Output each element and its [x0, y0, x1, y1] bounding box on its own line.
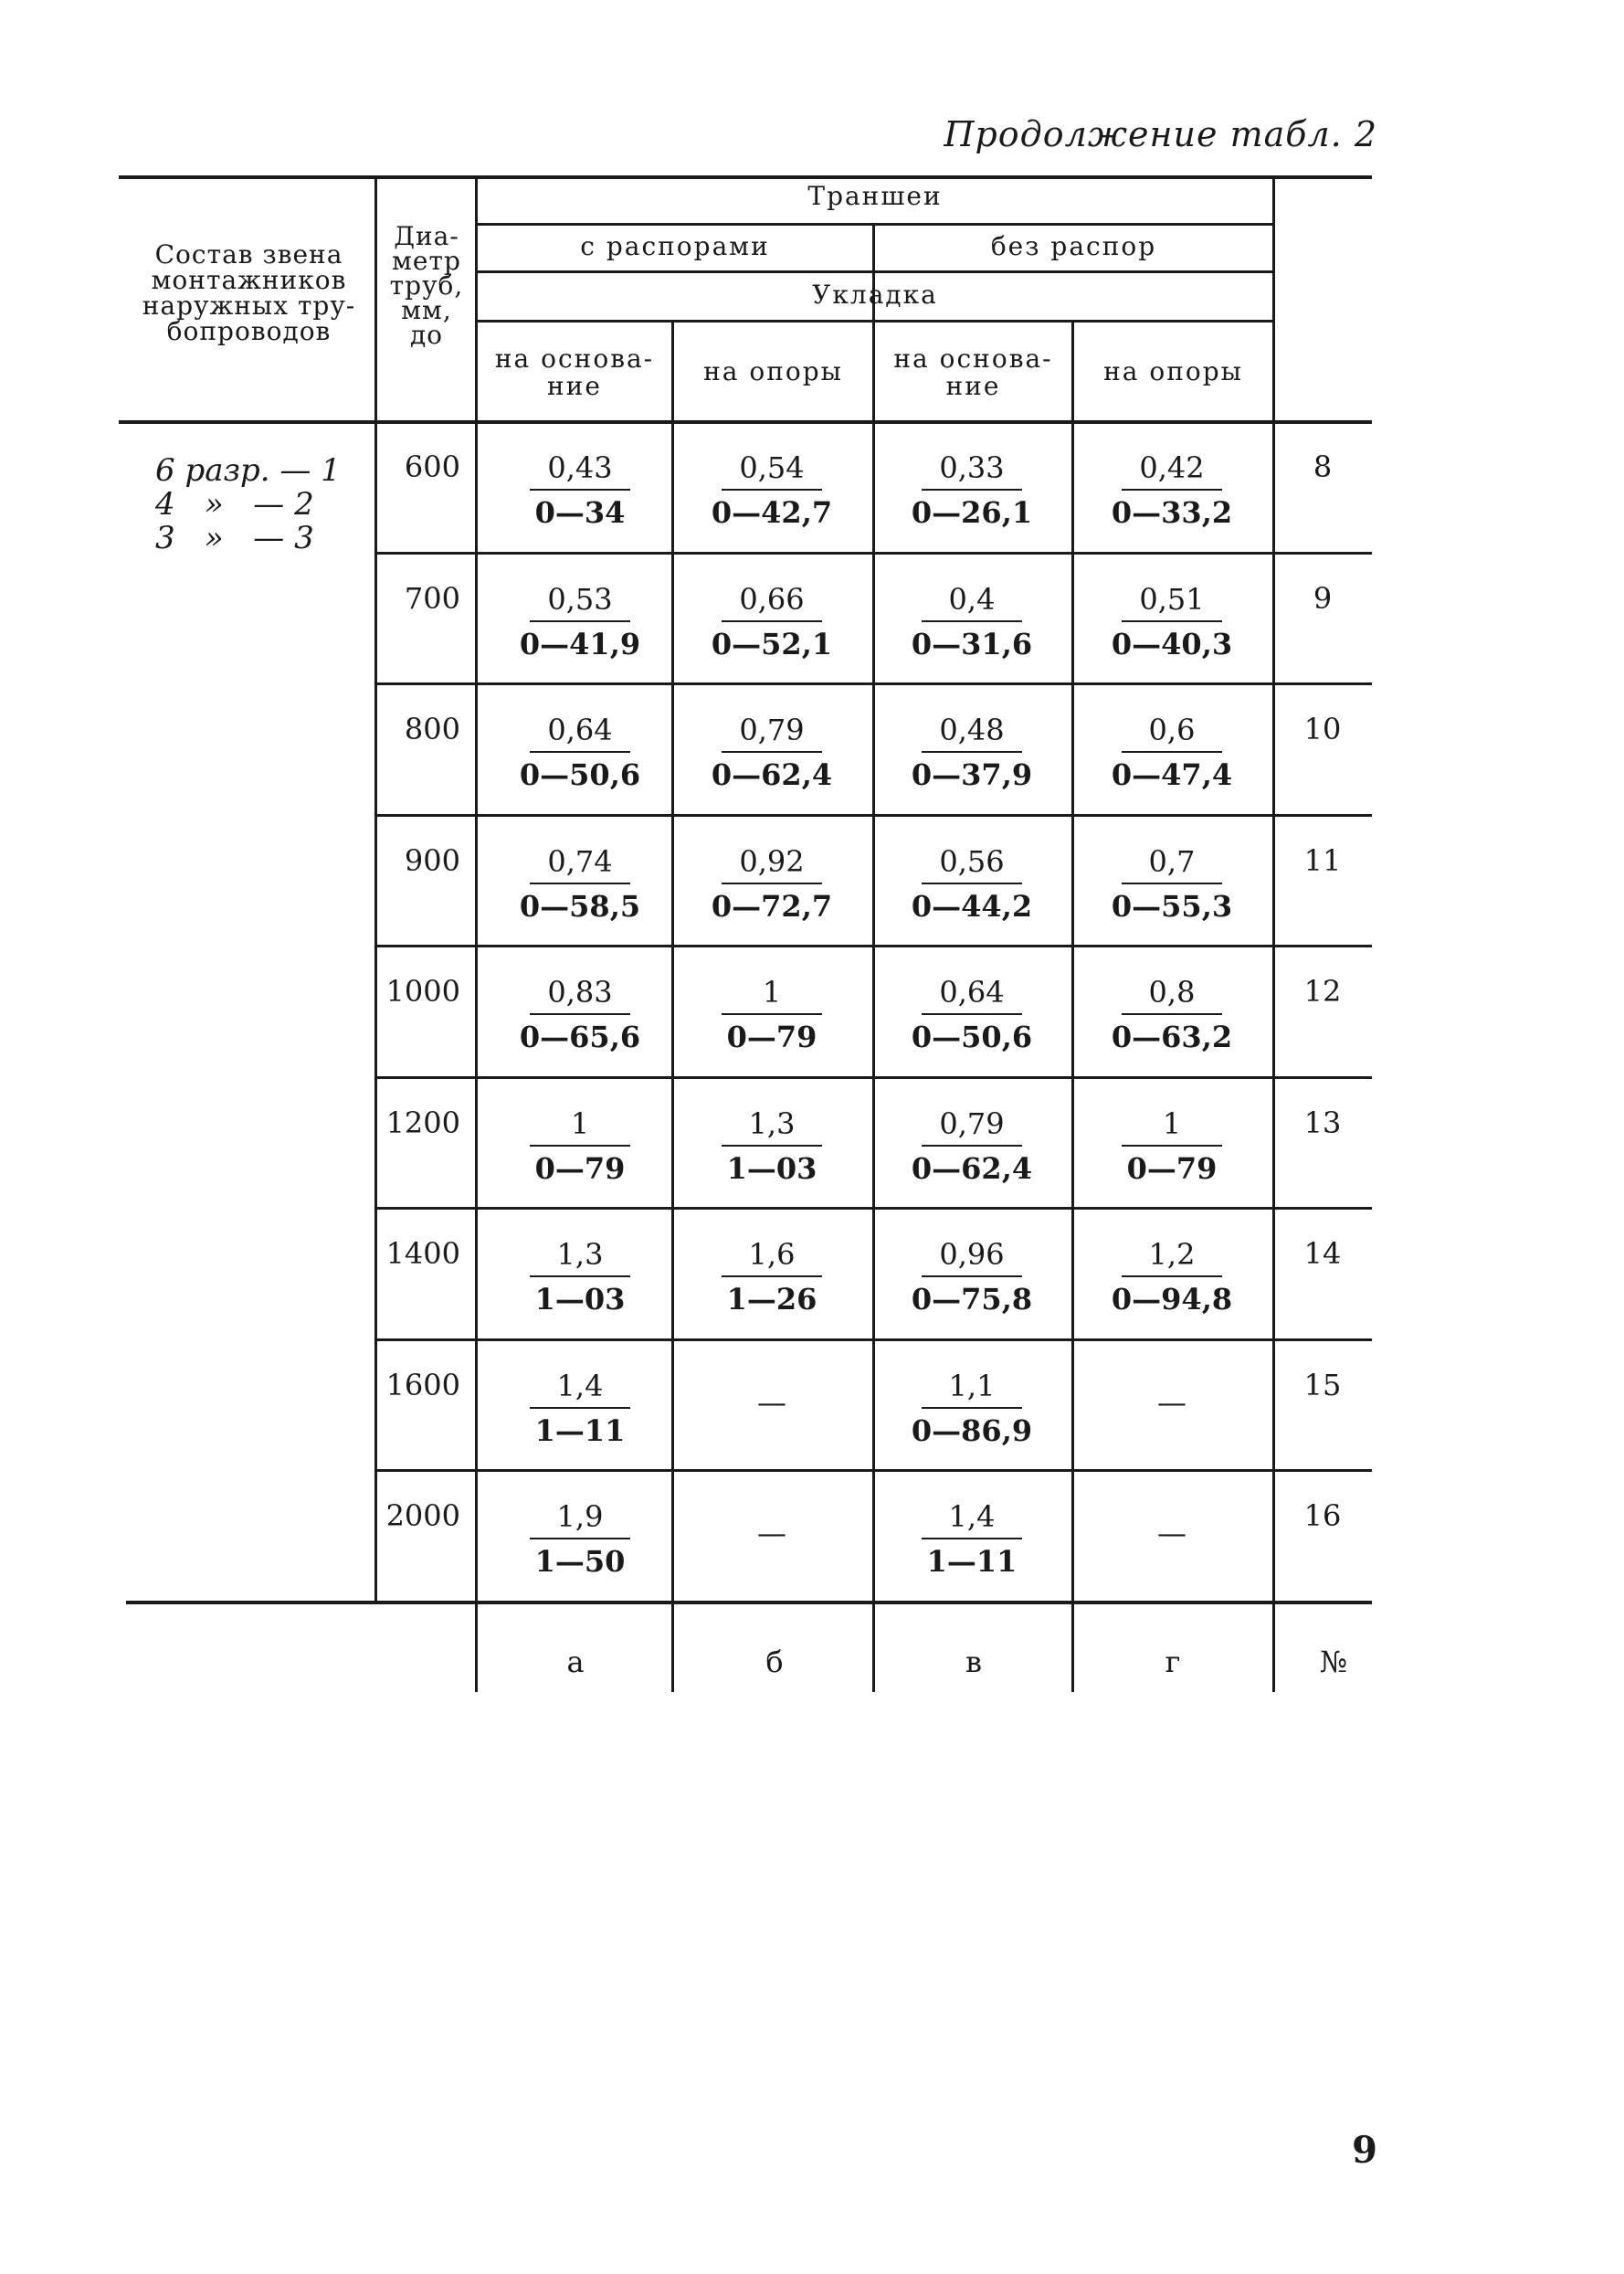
- numerator: 0,79: [739, 713, 805, 747]
- value-cell-a: [489, 1236, 671, 1317]
- numerator: 0,79: [939, 1105, 1005, 1141]
- numerator: 0,4: [948, 581, 996, 617]
- fraction-bar: [722, 1013, 822, 1015]
- denominator: 0—63,2: [1111, 1020, 1233, 1054]
- denominator: 0—62,4: [711, 757, 833, 792]
- numerator: 0,51: [1139, 581, 1205, 617]
- row-number: 11: [1303, 842, 1342, 878]
- denominator: 1—11: [534, 1412, 626, 1448]
- dash-value: —: [1157, 1384, 1186, 1420]
- fraction-bar: [722, 883, 822, 884]
- numerator: 1,3: [748, 1105, 796, 1141]
- denominator: 0—55,3: [1111, 888, 1233, 924]
- diameter-cell: 1400: [385, 1236, 460, 1271]
- denominator: 0—94,8: [1111, 1282, 1233, 1317]
- value-cell-b: [680, 1236, 863, 1317]
- value-cell-a: [489, 450, 671, 531]
- fraction-bar: [1122, 1145, 1222, 1147]
- crew-header: Состав звена монтажников наружных тру- бопроводов: [142, 239, 356, 346]
- fraction-bar: [722, 620, 822, 622]
- on-supports-header-g: на опоры: [1103, 356, 1243, 386]
- without-struts-header: без распор: [990, 231, 1157, 261]
- denominator: 0—52,1: [711, 626, 833, 661]
- diameter-header: Диа- метр труб, мм, до: [389, 221, 464, 350]
- dash-value: —: [1157, 1516, 1186, 1550]
- denominator: 0—75,8: [911, 1282, 1033, 1317]
- value-cell-g: [1081, 974, 1263, 1055]
- on-base-header-a: на основа- ние: [494, 344, 655, 401]
- diameter-cell: 800: [404, 712, 460, 746]
- denominator: 0—33,2: [1111, 495, 1233, 530]
- col-divider-no: [1272, 175, 1275, 1692]
- diameter-cell: 700: [404, 580, 460, 616]
- denominator: 0—40,3: [1111, 626, 1233, 661]
- value-cell-a: [489, 712, 671, 793]
- fraction-bar: [722, 489, 822, 491]
- value-cell-b: [680, 1384, 863, 1421]
- row-number: 9: [1313, 580, 1333, 616]
- fraction-bar: [530, 489, 630, 491]
- diameter-cell: 1600: [385, 1367, 460, 1402]
- value-cell-g: [1081, 1236, 1263, 1317]
- fraction-bar: [530, 1275, 630, 1277]
- numerator: 0,92: [739, 843, 805, 879]
- value-cell-v: [881, 1498, 1063, 1580]
- denominator: 0—65,6: [519, 1020, 641, 1054]
- denominator: 0—79: [534, 1150, 626, 1186]
- value-cell-v: [881, 712, 1063, 793]
- fraction-bar: [922, 751, 1022, 753]
- fraction-bar: [1122, 1275, 1222, 1277]
- denominator: 0—79: [726, 1020, 817, 1054]
- row-number: 8: [1313, 450, 1333, 484]
- fraction-bar: [530, 1145, 630, 1147]
- denominator: 1—03: [726, 1150, 817, 1186]
- numerator: 0,6: [1148, 713, 1196, 747]
- value-cell-v: [881, 1236, 1063, 1317]
- table-bottom-rule: [126, 1601, 1372, 1604]
- row-number: 15: [1303, 1367, 1342, 1402]
- value-cell-b: [680, 450, 863, 531]
- row-number: 16: [1303, 1498, 1342, 1533]
- value-cell-g: [1081, 581, 1263, 662]
- on-base-header-v: на основа- ние: [893, 344, 1053, 401]
- fraction-bar: [530, 883, 630, 884]
- fraction-bar: [1122, 1013, 1222, 1015]
- value-cell-v: [881, 843, 1063, 925]
- numerator: 1: [1162, 1105, 1182, 1141]
- numerator: 0,7: [1148, 843, 1196, 879]
- table-caption: Продолжение табл. 2: [944, 114, 1377, 154]
- col-divider-diameter: [475, 175, 478, 1692]
- value-cell-g: [1081, 1384, 1263, 1421]
- diameter-cell: 900: [404, 842, 460, 878]
- denominator: 0—37,9: [911, 757, 1033, 792]
- value-cell-a: [489, 843, 671, 925]
- fraction-bar: [722, 1275, 822, 1277]
- value-cell-a: [489, 1498, 671, 1580]
- numerator: 1,9: [556, 1499, 604, 1534]
- fraction-bar: [922, 620, 1022, 622]
- fraction-bar: [722, 1145, 822, 1147]
- fraction-bar: [922, 1275, 1022, 1277]
- denominator: 0—47,4: [1111, 757, 1233, 792]
- footer-col-v: в: [965, 1645, 982, 1679]
- numerator: 1,2: [1148, 1237, 1196, 1272]
- fraction-bar: [922, 883, 1022, 884]
- value-cell-v: [881, 450, 1063, 531]
- numerator: 1: [570, 1105, 590, 1141]
- trenches-header: Траншеи: [807, 181, 943, 211]
- denominator: 0—50,6: [519, 757, 641, 792]
- footer-col-a: а: [566, 1645, 585, 1679]
- row-number: 10: [1303, 712, 1342, 746]
- value-cell-g: [1081, 843, 1263, 925]
- col-divider-bv: [872, 223, 875, 1692]
- header-bottom-rule: [119, 420, 1372, 424]
- value-cell-v: [881, 581, 1063, 662]
- fraction-bar: [922, 489, 1022, 491]
- fraction-bar: [922, 1538, 1022, 1539]
- laying-header: Укладка: [812, 280, 938, 310]
- numerator: 0,48: [939, 713, 1005, 747]
- col-divider-vg: [1071, 320, 1074, 1692]
- numerator: 0,74: [547, 843, 613, 879]
- numerator: 0,43: [547, 450, 613, 485]
- numerator: 0,56: [939, 843, 1005, 879]
- on-supports-header-b: на опоры: [703, 356, 843, 386]
- value-cell-v: [881, 1368, 1063, 1449]
- value-cell-a: [489, 1105, 671, 1187]
- dash-value: —: [757, 1384, 786, 1420]
- fraction-bar: [530, 1013, 630, 1015]
- denominator: 0—50,6: [911, 1020, 1033, 1054]
- denominator: 0—26,1: [911, 495, 1033, 530]
- numerator: 0,53: [547, 581, 613, 617]
- table-top-rule: [119, 175, 1372, 179]
- numerator: 1: [762, 975, 782, 1010]
- fraction-bar: [722, 751, 822, 753]
- value-cell-b: [680, 843, 863, 925]
- denominator: 0—34: [534, 495, 626, 530]
- fraction-bar: [922, 1407, 1022, 1409]
- diameter-cell: 2000: [385, 1498, 460, 1533]
- fraction-bar: [530, 620, 630, 622]
- numerator: 1,4: [556, 1368, 604, 1403]
- denominator: 0—31,6: [911, 626, 1033, 661]
- value-cell-v: [881, 1105, 1063, 1187]
- fraction-bar: [1122, 883, 1222, 884]
- denominator: 0—42,7: [711, 495, 833, 530]
- numerator: 0,54: [739, 450, 805, 485]
- denominator: 1—03: [534, 1282, 626, 1317]
- denominator: 0—62,4: [911, 1150, 1033, 1186]
- numerator: 0,42: [1139, 450, 1205, 485]
- numerator: 0,33: [939, 450, 1005, 485]
- with-struts-header: с распорами: [580, 231, 770, 261]
- value-cell-b: [680, 974, 863, 1055]
- denominator: 1—26: [726, 1282, 817, 1317]
- numerator: 1,1: [948, 1368, 996, 1403]
- dash-value: —: [757, 1516, 786, 1550]
- value-cell-g: [1081, 1105, 1263, 1187]
- numerator: 1,3: [556, 1237, 604, 1272]
- fraction-bar: [530, 1407, 630, 1409]
- crew-composition: 6 разр. — 1 4 » — 2 3 » — 3: [155, 452, 341, 556]
- fraction-bar: [922, 1013, 1022, 1015]
- numerator: 0,66: [739, 581, 805, 617]
- value-cell-g: [1081, 712, 1263, 793]
- row-number: 13: [1303, 1105, 1342, 1140]
- value-cell-b: [680, 1515, 863, 1551]
- footer-col-b: б: [765, 1645, 784, 1679]
- fraction-bar: [1122, 751, 1222, 753]
- denominator: 0—44,2: [911, 888, 1033, 924]
- numerator: 0,96: [939, 1237, 1005, 1272]
- value-cell-a: [489, 974, 671, 1055]
- numerator: 0,83: [547, 975, 613, 1010]
- denominator: 0—41,9: [519, 626, 641, 661]
- value-cell-v: [881, 974, 1063, 1055]
- value-cell-a: [489, 581, 671, 662]
- fraction-bar: [922, 1145, 1022, 1147]
- denominator: 0—72,7: [711, 888, 833, 924]
- numerator: 0,8: [1148, 975, 1196, 1010]
- col-divider-ab: [671, 320, 674, 1692]
- page-number: 9: [1352, 2129, 1377, 2172]
- row-number: 12: [1303, 974, 1342, 1009]
- fraction-bar: [530, 1538, 630, 1539]
- numerator: 1,6: [748, 1237, 796, 1272]
- diameter-cell: 1000: [385, 974, 460, 1009]
- value-cell-b: [680, 581, 863, 662]
- value-cell-b: [680, 1105, 863, 1187]
- denominator: 0—86,9: [911, 1412, 1033, 1448]
- denominator: 0—58,5: [519, 888, 641, 924]
- value-cell-g: [1081, 450, 1263, 531]
- footer-col-g: г: [1165, 1645, 1181, 1679]
- fraction-bar: [530, 751, 630, 753]
- denominator: 1—11: [926, 1544, 1018, 1579]
- denominator: 0—79: [1126, 1150, 1218, 1186]
- numerator: 0,64: [547, 713, 613, 747]
- fraction-bar: [1122, 489, 1222, 491]
- value-cell-g: [1081, 1515, 1263, 1551]
- value-cell-b: [680, 712, 863, 793]
- row-number: 14: [1303, 1236, 1342, 1271]
- diameter-cell: 600: [404, 450, 460, 484]
- numerator: 1,4: [948, 1499, 996, 1534]
- numerator: 0,64: [939, 975, 1005, 1010]
- fraction-bar: [1122, 620, 1222, 622]
- diameter-cell: 1200: [385, 1105, 460, 1140]
- footer-col-no: №: [1319, 1645, 1348, 1679]
- denominator: 1—50: [534, 1544, 626, 1579]
- value-cell-a: [489, 1368, 671, 1449]
